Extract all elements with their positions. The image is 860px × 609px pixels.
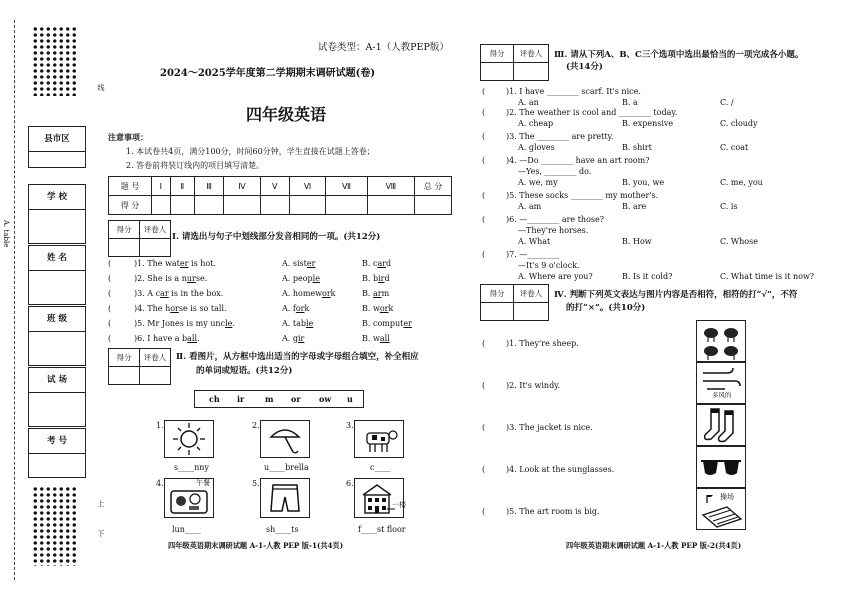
option-c: C. / [720, 98, 734, 107]
option-a: A. homework [282, 289, 336, 298]
answer-paren[interactable]: ( [482, 339, 486, 348]
binding-dots [32, 486, 78, 566]
side-mark: 上 [97, 500, 105, 507]
side-mark: 下 [97, 530, 105, 537]
socks-icon [696, 404, 746, 446]
grader-box-1: 得分 评卷人 [108, 220, 171, 257]
question-sentence: )3. A car is in the box. [134, 289, 224, 298]
item-number: 2. [252, 421, 260, 430]
option-a: A. sister [282, 259, 316, 268]
field-school[interactable]: 学 校 [28, 184, 86, 244]
option-a: A. fork [282, 304, 310, 313]
option-b: B. wall [362, 334, 390, 343]
notes-heading: 注意事项： [108, 132, 148, 142]
section3-title-l2: (共14分) [566, 62, 603, 72]
question-line-2: —It's 9 o'clock. [518, 261, 580, 270]
item-number: 1. [156, 421, 164, 430]
option-b: B. are [622, 202, 647, 211]
section4-title-l2: 的打“×”。(共10分) [566, 303, 646, 313]
item-number: 6. [346, 479, 354, 488]
question-stem: )2. The weather is cool and ________ today. [506, 108, 678, 117]
judge-item: )1. They're sheep. [506, 339, 579, 348]
question-stem: )1. I have ________ scarf. It's nice. [506, 87, 641, 96]
section4-title-l1: Ⅳ. 判断下列英文表达与图片内容是否相符，相符的打“√”，不符 [554, 290, 798, 300]
option-b: B. expensive [622, 119, 674, 128]
umbrella-icon [260, 420, 310, 458]
exam-title: 2024～2025学年度第二学期期末调研试题(卷) [160, 68, 376, 79]
section2-title-l2: 的单词或短语。(共12分) [196, 366, 293, 376]
option-c: C. Whose [720, 237, 758, 246]
option-a: A. cheap [518, 119, 554, 128]
fill-word: c____ [370, 463, 391, 472]
question-line-2: —They're horses. [518, 226, 589, 235]
tag-first-floor: 一楼 [392, 501, 406, 509]
tag-playground: 操场 [720, 493, 734, 501]
grader-box-2: 得分 评卷人 [108, 348, 171, 385]
subject-title: 四年级英语 [246, 105, 327, 124]
question-sentence: )1. The water is hot. [134, 259, 216, 268]
answer-paren[interactable]: ( [482, 423, 486, 432]
option-b: B. a [622, 98, 638, 107]
option-a: A. we, my [518, 178, 558, 187]
answer-paren[interactable]: ( [482, 108, 486, 117]
option-a: A. an [518, 98, 539, 107]
option-b: B. How [622, 237, 652, 246]
field-exam-number[interactable]: 考 号 [28, 428, 86, 478]
judge-item: )2. It's windy. [506, 381, 561, 390]
building-icon [354, 478, 404, 518]
answer-paren[interactable]: ( [108, 274, 112, 283]
option-a: A. am [518, 202, 542, 211]
footer-left: 四年级英语期末调研试题 A-1-人教 PEP 版-1(共4页) [168, 541, 344, 550]
answer-paren[interactable]: ( [482, 87, 486, 96]
answer-paren[interactable]: ( [482, 215, 486, 224]
grader-box-3: 得分 评卷人 [480, 44, 549, 81]
option-b: B. bird [362, 274, 390, 283]
answer-paren[interactable]: ( [482, 465, 486, 474]
option-b: B. Is it cold? [622, 272, 673, 281]
option-b: B. computer [362, 319, 412, 328]
fill-word: sh____ts [266, 525, 299, 534]
option-b: B. work [362, 304, 394, 313]
field-name[interactable]: 姓 名 [28, 245, 86, 305]
option-a: A. gir [282, 334, 305, 343]
option-b: B. you, we [622, 178, 665, 187]
answer-paren[interactable]: ( [482, 250, 486, 259]
option-a: A. What [518, 237, 551, 246]
answer-paren[interactable]: ( [108, 259, 112, 268]
binding-cut-line [14, 20, 15, 580]
option-c: C. me, you [720, 178, 763, 187]
footer-right: 四年级英语期末调研试题 A-1-人教 PEP 版-2(共4页) [566, 541, 742, 550]
question-sentence: )5. Mr Jones is my uncle. [134, 319, 235, 328]
note-1: 1. 本试卷共4页，满分100分，时间60分钟，学生直接在试题上答卷； [126, 147, 375, 156]
answer-paren[interactable]: ( [482, 156, 486, 165]
option-a: A. people [282, 274, 320, 283]
option-c: C. is [720, 202, 738, 211]
fill-word: s____nny [174, 463, 209, 472]
sunglasses-icon [696, 446, 746, 488]
cow-icon [354, 420, 404, 458]
binding-dots [32, 26, 78, 96]
section2-title-l1: Ⅱ. 看图片，从方框中选出适当的字母或字母组合填空，补全相应 [176, 352, 419, 362]
side-mark: 线 [97, 84, 105, 91]
question-sentence: )4. The horse is so tall. [134, 304, 227, 313]
option-c: C. coat [720, 143, 749, 152]
answer-paren[interactable]: ( [482, 191, 486, 200]
score-table-header: 题 号 Ⅰ Ⅱ Ⅲ Ⅳ Ⅴ Ⅵ Ⅶ Ⅷ 总 分 [109, 177, 452, 196]
answer-paren[interactable]: ( [482, 381, 486, 390]
question-sentence: )2. She is a nurse. [134, 274, 208, 283]
judge-item: )5. The art room is big. [506, 507, 600, 516]
paper-type: 试卷类型：A-1（人教PEP版） [318, 42, 449, 53]
item-number: 5. [252, 479, 260, 488]
question-stem: )7. —________ [506, 250, 560, 259]
answer-paren[interactable]: ( [108, 319, 112, 328]
letter-option: u [347, 394, 353, 404]
option-b: B. shirt [622, 143, 652, 152]
field-county[interactable]: 县市区 [28, 126, 86, 168]
answer-paren[interactable]: ( [108, 289, 112, 298]
item-number: 4. [156, 479, 164, 488]
option-b: B. arm [362, 289, 390, 298]
note-2: 2. 答卷前将装订线内的项目填写清楚。 [126, 161, 265, 170]
score-table [108, 176, 452, 215]
letter-options-box [194, 390, 364, 408]
field-class[interactable]: 班 级 [28, 306, 86, 366]
question-stem: )6. —________ are those? [506, 215, 605, 224]
side-mark: A. table [2, 220, 10, 248]
letter-option: ow [319, 394, 332, 404]
answer-paren[interactable]: ( [108, 334, 112, 343]
judge-item: )3. The jacket is nice. [506, 423, 593, 432]
shorts-icon [260, 478, 310, 518]
fill-word: f____st floor [358, 525, 406, 534]
option-a: A. gloves [518, 143, 555, 152]
section1-title: Ⅰ. 请选出与句子中划线部分发音相同的一项。(共12分) [172, 232, 381, 242]
section3-title-l1: Ⅲ. 请从下列A、B、C三个选项中选出最恰当的一项完成各小题。 [554, 50, 804, 60]
letter-option: or [291, 394, 301, 404]
item-number: 3. [346, 421, 354, 430]
option-a: A. Where are you? [518, 272, 593, 281]
question-line-2: —Yes, ________ do. [518, 167, 592, 176]
option-c: C. cloudy [720, 119, 758, 128]
sun-icon [164, 420, 214, 458]
sheep-icon [696, 320, 746, 362]
letter-option: m [265, 394, 274, 404]
judge-item: )4. Look at the sunglasses. [506, 465, 615, 474]
fill-word: u____brella [264, 463, 309, 472]
question-stem: )5. These socks ________ my mother's. [506, 191, 659, 200]
grader-box-4: 得分 评卷人 [480, 284, 549, 321]
answer-paren[interactable]: ( [108, 304, 112, 313]
letter-option: ch [209, 394, 220, 404]
question-stem: )3. The ________ are pretty. [506, 132, 614, 141]
option-a: A. table [282, 319, 314, 328]
score-table-row: 得 分 [109, 196, 452, 215]
field-exam-room[interactable]: 试 场 [28, 367, 86, 427]
question-sentence: )6. I have a ball. [134, 334, 200, 343]
tag-windy: 多风的 [712, 391, 732, 399]
answer-paren[interactable]: ( [482, 507, 486, 516]
option-b: B. card [362, 259, 392, 268]
answer-paren[interactable]: ( [482, 132, 486, 141]
option-c: C. What time is it now? [720, 272, 815, 281]
letter-option: ir [237, 394, 245, 404]
fill-word: lun____ [172, 525, 201, 534]
tag-lunch: 午餐 [196, 479, 210, 487]
question-stem: )4. —Do ________ have an art room? [506, 156, 650, 165]
